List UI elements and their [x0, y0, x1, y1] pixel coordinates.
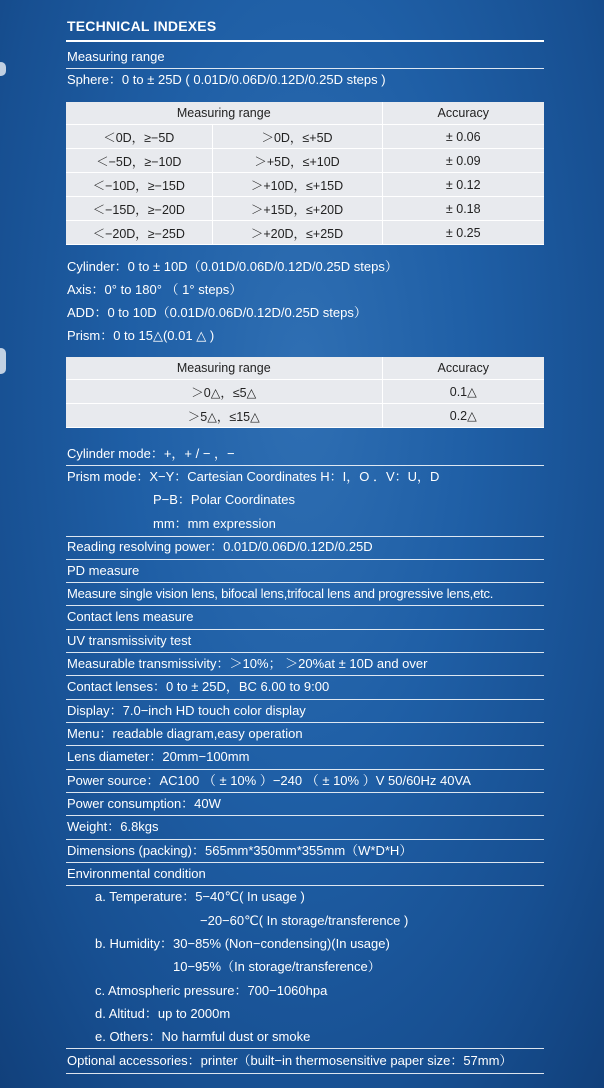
table-cell: ＜−5D，≥−10D — [66, 149, 212, 173]
cylinder-line: Cylinder：0 to ± 10D（0.01D/0.06D/0.12D/0.25D steps） — [67, 259, 398, 274]
prism-line: Prism：0 to 15△(0.01 △ ) — [67, 328, 215, 343]
divider — [66, 536, 544, 537]
temperature-storage: −20−60℃( In storage/transference ) — [200, 913, 409, 928]
divider — [66, 745, 544, 746]
reading-resolving-power: Reading resolving power：0.01D/0.06D/0.12D/0.25D — [67, 539, 373, 554]
table-row — [66, 404, 544, 428]
environmental-condition: Environmental condition — [67, 866, 206, 881]
measurable-transmissivity: Measurable transmissivity：＞10%； ＞20%at ± 10D and over — [67, 656, 428, 671]
divider — [66, 559, 544, 560]
table-cell: ＜−20D，≥−25D — [66, 221, 212, 245]
table-cell: ＞0△，≤5△ — [66, 380, 382, 404]
divider — [66, 652, 544, 653]
uv-transmissivity-test: UV transmissivity test — [67, 633, 192, 648]
side-tab-top — [0, 62, 6, 76]
divider — [66, 862, 544, 863]
table-cell: ± 0.25 — [382, 221, 544, 245]
pd-measure: PD measure — [67, 563, 140, 578]
sphere-accuracy-table — [66, 102, 544, 245]
power-consumption: Power consumption：40W — [67, 796, 221, 811]
table-cell: ＞5△，≤15△ — [66, 404, 382, 428]
divider — [66, 68, 544, 69]
table-header-accuracy: Accuracy — [382, 357, 544, 380]
table-header-row — [66, 357, 544, 380]
others: e. Others：No harmful dust or smoke — [95, 1029, 311, 1044]
table-row — [66, 125, 544, 149]
table-cell: ± 0.09 — [382, 149, 544, 173]
divider — [66, 885, 544, 886]
power-source: Power source：AC100 （ ± 10% ）−240 （ ± 10% ）V 50/60Hz 40VA — [67, 773, 471, 788]
divider — [66, 629, 544, 630]
table-cell: 0.2△ — [382, 404, 544, 428]
measuring-range-label: Measuring range — [67, 49, 165, 64]
atmospheric-pressure: c. Atmospheric pressure：700−1060hpa — [95, 983, 328, 998]
divider — [66, 839, 544, 840]
humidity-usage: b. Humidity：30−85% (Non−condensing)(In usage) — [95, 936, 390, 951]
divider — [66, 722, 544, 723]
prism-mode: Prism mode：X−Y：Cartesian Coordinates H：I，O ．V：U，D — [67, 469, 440, 484]
title-underline — [66, 40, 544, 42]
divider — [66, 815, 544, 816]
divider — [66, 1073, 544, 1074]
altitude: d. Altitud：up to 2000m — [95, 1006, 231, 1021]
temperature-usage: a. Temperature：5−40℃( In usage ) — [95, 889, 305, 904]
axis-line: Axis：0° to 180° （ 1° steps） — [67, 282, 243, 297]
prism-mode-mm: mm：mm expression — [153, 516, 276, 531]
menu-spec: Menu：readable diagram,easy operation — [67, 726, 303, 741]
divider — [66, 699, 544, 700]
humidity-storage: 10−95%（In storage/transference） — [173, 959, 381, 974]
cylinder-mode: Cylinder mode：+，+ / − ，− — [67, 446, 235, 461]
table-cell: 0.1△ — [382, 380, 544, 404]
table-header-range: Measuring range — [66, 102, 382, 125]
sphere-line: Sphere：0 to ± 25D ( 0.01D/0.06D/0.12D/0.25D steps ) — [67, 72, 386, 87]
add-line: ADD：0 to 10D（0.01D/0.06D/0.12D/0.25D steps） — [67, 305, 367, 320]
measure-lens-types: Measure single vision lens, bifocal lens,trifocal lens and progressive lens,etc. — [67, 586, 494, 601]
page-title: TECHNICAL INDEXES — [67, 18, 217, 34]
table-cell: ＞+20D，≤+25D — [212, 221, 382, 245]
table-cell: ± 0.06 — [382, 125, 544, 149]
divider — [66, 465, 544, 466]
divider — [66, 582, 544, 583]
contact-lenses: Contact lenses：0 to ± 25D，BC 6.00 to 9:00 — [67, 679, 330, 694]
side-tab-middle — [0, 348, 6, 374]
table-row — [66, 221, 544, 245]
contact-lens-measure: Contact lens measure — [67, 609, 194, 624]
table-cell: ＜−10D，≥−15D — [66, 173, 212, 197]
table-cell: ＞0D，≤+5D — [212, 125, 382, 149]
weight: Weight：6.8kgs — [67, 819, 159, 834]
divider — [66, 675, 544, 676]
divider — [66, 769, 544, 770]
table-row — [66, 197, 544, 221]
table-row — [66, 380, 544, 404]
table-header-accuracy: Accuracy — [382, 102, 544, 125]
table-cell: ＞+10D，≤+15D — [212, 173, 382, 197]
table-cell: ± 0.18 — [382, 197, 544, 221]
divider — [66, 792, 544, 793]
divider — [66, 605, 544, 606]
table-cell: ＜0D，≥−5D — [66, 125, 212, 149]
display-spec: Display：7.0−inch HD touch color display — [67, 703, 306, 718]
table-header-row — [66, 102, 544, 125]
prism-accuracy-table — [66, 357, 544, 428]
table-cell: ＞+5D，≤+10D — [212, 149, 382, 173]
table-cell: ± 0.12 — [382, 173, 544, 197]
lens-diameter: Lens diameter：20mm−100mm — [67, 749, 250, 764]
divider — [66, 1048, 544, 1049]
optional-accessories: Optional accessories：printer（built−in thermosensitive paper size：57mm） — [67, 1053, 513, 1068]
prism-mode-pb: P−B：Polar Coordinates — [153, 492, 295, 507]
table-cell: ＜−15D，≥−20D — [66, 197, 212, 221]
table-row — [66, 173, 544, 197]
table-cell: ＞+15D，≤+20D — [212, 197, 382, 221]
table-header-range: Measuring range — [66, 357, 382, 380]
dimensions: Dimensions (packing)：565mm*350mm*355mm（W*D*H） — [67, 843, 413, 858]
table-row — [66, 149, 544, 173]
